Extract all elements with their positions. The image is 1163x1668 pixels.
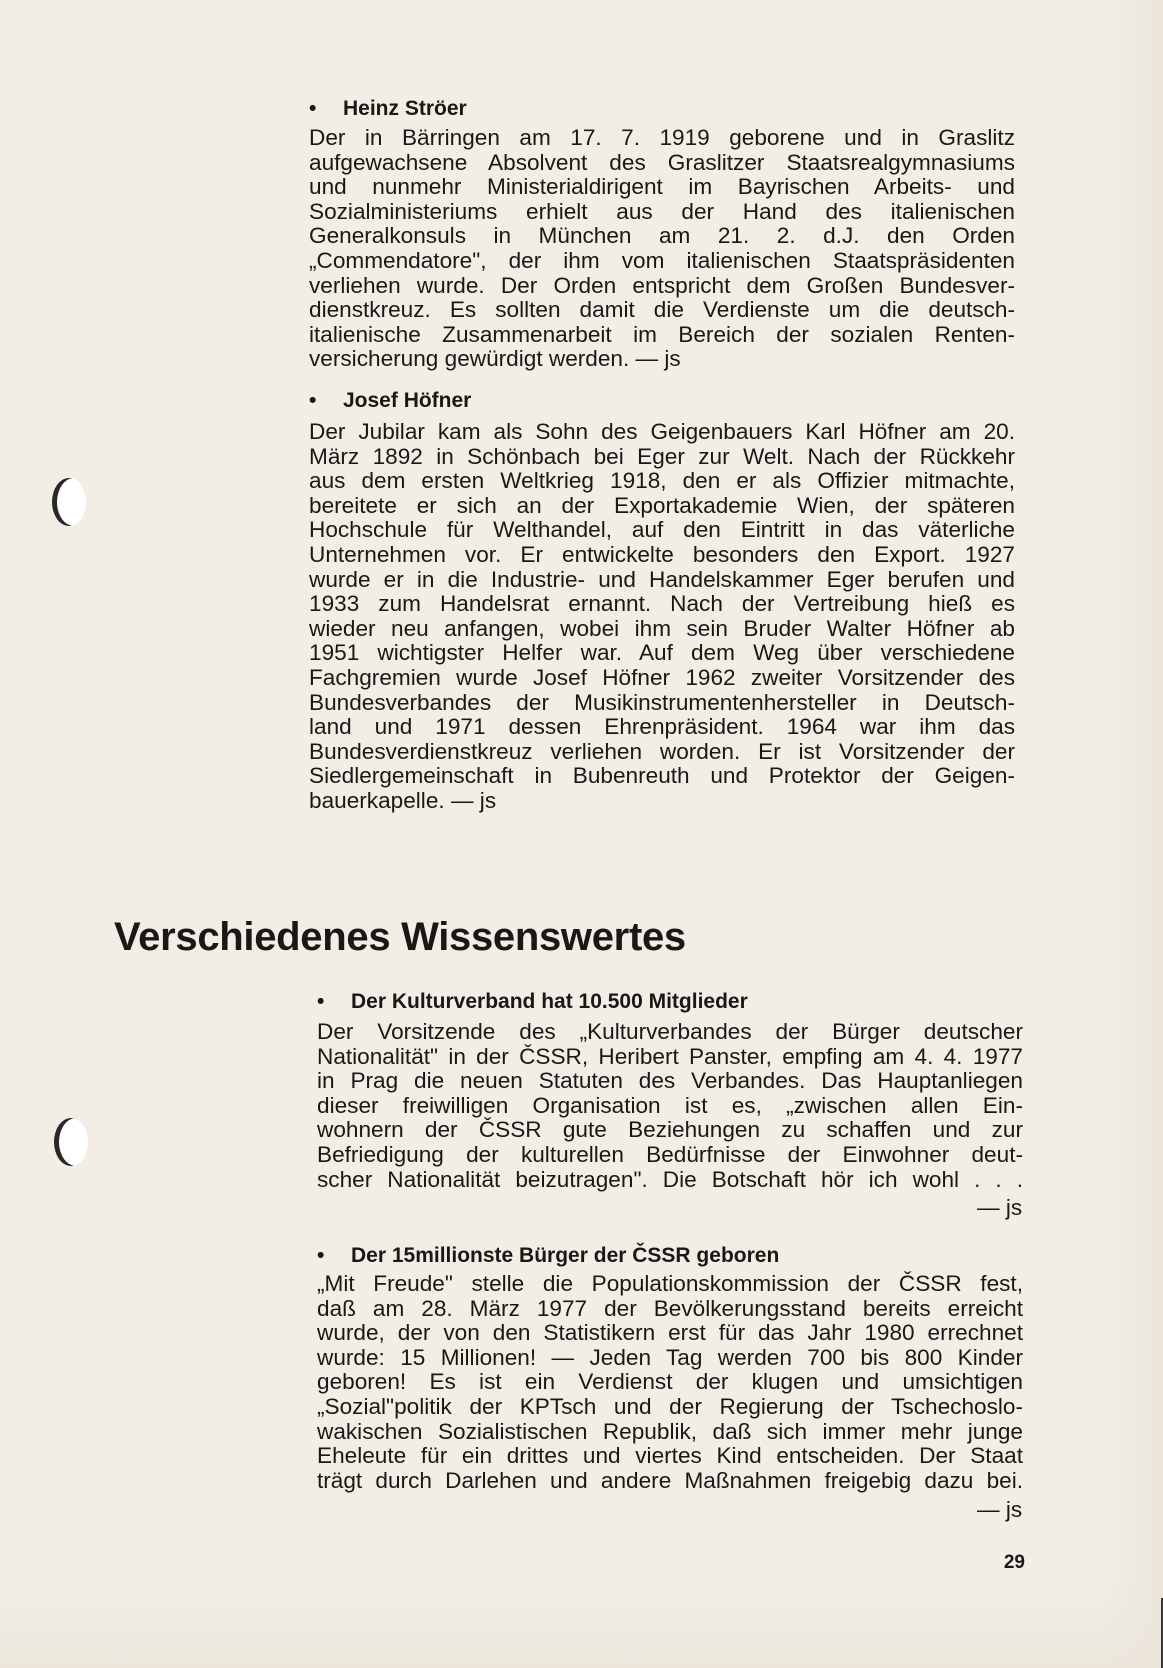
text-line: scher Nationalität beizutragen". Die Botschaft hör ich wohl . . . — [317, 1166, 1023, 1192]
text-line: „Commendatore", der ihm vom italienischen Staatspräsidenten — [309, 247, 1015, 273]
text-line: „Sozial"politik der KPTsch und der Regierung der Tschechoslo- — [317, 1393, 1023, 1419]
bullet-icon: • — [317, 990, 325, 1013]
page-shadow-right — [1103, 0, 1163, 1668]
punch-hole-lower — [54, 1118, 88, 1166]
text-line: Der in Bärringen am 17. 7. 1919 geborene und in Graslitz — [309, 125, 1015, 150]
text-line: Sozialministeriums erhielt aus der Hand des italienischen — [309, 198, 1015, 224]
text-line: Befriedigung der kulturellen Bedürfnisse der Einwohner deut- — [317, 1141, 1023, 1167]
text-line: dienstkreuz. Es sollten damit die Verdienste um die deutsch- — [309, 297, 1015, 323]
text-line: „Mit Freude" stelle die Populationskommission der ČSSR fest, — [317, 1271, 1023, 1296]
text-line: land und 1971 dessen Ehrenpräsident. 1964 war ihm das — [309, 714, 1015, 740]
text-line: in Prag die neuen Statuten des Verbandes. Das Hauptanliegen — [317, 1068, 1023, 1094]
text-line: wieder neu anfangen, wobei ihm sein Bruder Walter Höfner ab — [309, 615, 1015, 641]
text-line: Der Jubilar kam als Sohn des Geigenbauers Karl Höfner am 20. — [309, 419, 1015, 444]
text-line: Hochschule für Welthandel, auf den Eintritt in das väterliche — [309, 517, 1015, 543]
text-line: und nunmehr Ministerialdirigent im Bayrischen Arbeits- und — [309, 174, 1015, 200]
text-line: Bundesverbandes der Musikinstrumentenhersteller in Deutsch- — [309, 689, 1015, 715]
punch-hole-upper — [52, 478, 86, 526]
text-line: trägt durch Darlehen und andere Maßnahmen freigebig dazu bei. — [317, 1467, 1023, 1493]
article-heading-text: Der Kulturverband hat 10.500 Mitglieder — [351, 990, 748, 1013]
text-line: Siedlergemeinschaft in Bubenreuth und Protektor der Geigen- — [309, 763, 1015, 789]
article-body — [309, 420, 1015, 814]
bullet-icon: • — [309, 389, 317, 412]
text-line: Eheleute für ein drittes und viertes Kind entscheiden. Der Staat — [317, 1443, 1023, 1469]
article-body — [317, 1020, 1023, 1192]
text-line: 1951 wichtigster Helfer war. Auf dem Weg über verschiedene — [309, 640, 1015, 666]
text-line: März 1892 in Schönbach bei Eger zur Welt. Nach der Rückkehr — [309, 443, 1015, 469]
text-line: 1933 zum Handelsrat ernannt. Nach der Vertreibung hieß es — [309, 591, 1015, 617]
section-title: Verschiedenes Wissenswertes — [114, 915, 686, 959]
text-line: Fachgremien wurde Josef Höfner 1962 zweiter Vorsitzender des — [309, 664, 1015, 690]
text-line: wurde, der von den Statistikern erst für das Jahr 1980 errechnet — [317, 1320, 1023, 1346]
article-heading-text: Josef Höfner — [343, 389, 472, 412]
bullet-icon: • — [309, 97, 317, 120]
text-line: bauerkapelle. — js — [309, 787, 497, 813]
text-line: verliehen wurde. Der Orden entspricht dem Großen Bundesver- — [309, 272, 1015, 298]
text-line: Nationalität" in der ČSSR, Heribert Panster, empfing am 4. 4. 1977 — [317, 1043, 1023, 1069]
text-line: Bundesverdienstkreuz verliehen worden. Er ist Vorsitzender der — [309, 738, 1015, 764]
text-line: Generalkonsuls in München am 21. 2. d.J. den Orden — [309, 223, 1015, 249]
text-line: dieser freiwilligen Organisation ist es, „zwischen allen Ein- — [317, 1092, 1023, 1118]
article-heading — [309, 388, 471, 414]
text-line: italienische Zusammenarbeit im Bereich der sozialen Renten- — [309, 321, 1015, 347]
text-line: bereitete er sich an der Exportakademie Wien, der späteren — [309, 492, 1015, 518]
article-heading-text: Heinz Ströer — [343, 97, 467, 120]
text-line: wohnern der ČSSR gute Beziehungen zu schaffen und zur — [317, 1117, 1023, 1143]
page-shadow-bottom — [0, 1578, 1163, 1668]
article-body — [309, 126, 1015, 372]
text-line: geboren! Es ist ein Verdienst der klugen und umsichtigen — [317, 1369, 1023, 1395]
text-line: wakischen Sozialistischen Republik, daß sich immer mehr junge — [317, 1418, 1023, 1444]
article-body — [317, 1272, 1023, 1493]
text-line: Der Vorsitzende des „Kulturverbandes der Bürger deutscher — [317, 1019, 1023, 1044]
text-line: wurde er in die Industrie- und Handelskammer Eger berufen und — [309, 566, 1015, 592]
article-heading — [317, 1243, 779, 1269]
article-heading — [317, 989, 748, 1015]
page-number: 29 — [1003, 1552, 1025, 1573]
text-line: aus dem ersten Weltkrieg 1918, den er als Offizier mitmachte, — [309, 468, 1015, 494]
article-signature: — js — [977, 1497, 1023, 1522]
text-line: wurde: 15 Millionen! — Jeden Tag werden 700 bis 800 Kinder — [317, 1344, 1023, 1370]
article-heading-text: Der 15millionste Bürger der ČSSR geboren — [351, 1244, 780, 1267]
article-heading — [309, 96, 467, 122]
text-line: Unternehmen vor. Er entwickelte besonders den Export. 1927 — [309, 541, 1015, 567]
text-line: daß am 28. März 1977 der Bevölkerungsstand bereits erreicht — [317, 1295, 1023, 1321]
text-line: versicherung gewürdigt werden. — js — [309, 346, 681, 372]
bullet-icon: • — [317, 1244, 325, 1267]
article-signature: — js — [977, 1195, 1023, 1220]
text-line: aufgewachsene Absolvent des Graslitzer Staatsrealgymnasiums — [309, 149, 1015, 175]
